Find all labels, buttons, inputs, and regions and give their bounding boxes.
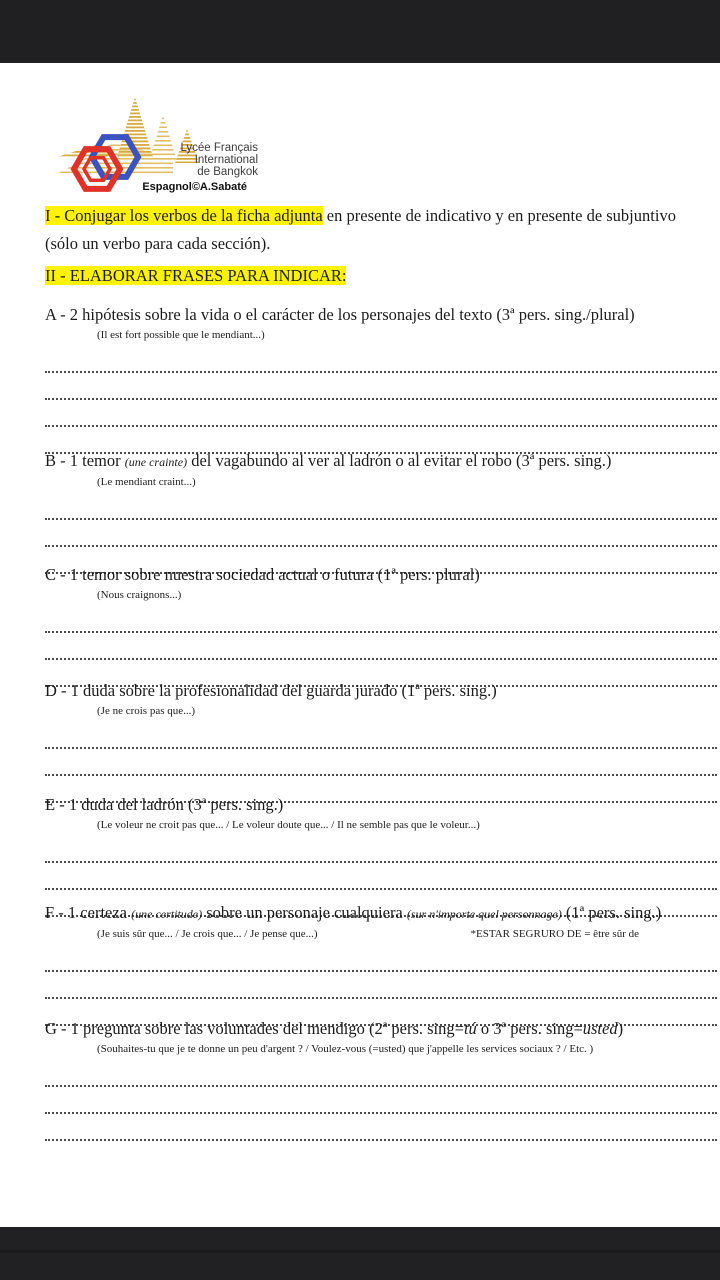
letterbox-bottom-bar xyxy=(0,1227,720,1280)
bottom-bar-seam xyxy=(0,1250,720,1253)
section-g-title: G - 1 pregunta sobre las voluntades del mendigo (2ª pers. sing=tú o 3ª pers. sing=usted) xyxy=(45,1019,624,1038)
answer-line xyxy=(45,520,717,547)
section-c-answer-lines xyxy=(45,606,717,687)
section-f-hint: (Je suis sûr que... / Je crois que... / Je pense que...) xyxy=(97,928,318,940)
section-f-answer-lines xyxy=(45,945,717,1026)
answer-line xyxy=(45,836,717,863)
answer-line xyxy=(45,633,717,660)
section-a-hint: (Il est fort possible que le mendiant...) xyxy=(97,329,265,341)
answer-line xyxy=(45,373,717,400)
section-g-hint: (Souhaites-tu que je te donne un peu d'argent ? / Voulez-vous (=usted) que j'appelle les services sociaux ? / Etc. ) xyxy=(97,1043,594,1055)
section-g-answer-lines xyxy=(45,1060,717,1141)
section-d-title: D - 1 duda sobre la profesionalidad del guarda jurado (1ª pers. sing.) xyxy=(45,681,497,700)
section-d xyxy=(45,679,717,803)
instruction-part1 xyxy=(45,202,705,258)
section-c-hint: (Nous craignons...) xyxy=(97,589,182,601)
answer-line xyxy=(45,606,717,633)
section-b-title: B - 1 temor (une crainte) del vagabundo al ver al ladrón o al evitar el robo (3ª pers. sing.) xyxy=(45,451,612,470)
section-f-title: F - 1 certeza (une certitude) sobre un personaje cualquiera (sur n'importe quel personnage) (1ª pers. sing.) xyxy=(45,903,662,922)
section-e-hint: (Le voleur ne croit pas que... / Le voleur doute que... / Il ne semble pas que le voleur...) xyxy=(97,819,480,831)
answer-line xyxy=(45,945,717,972)
section-b-hint: (Le mendiant craint...) xyxy=(97,476,196,488)
section-d-hint: (Je ne crois pas que...) xyxy=(97,705,196,717)
answer-line xyxy=(45,1114,717,1141)
document-page xyxy=(0,63,720,1227)
answer-line xyxy=(45,493,717,520)
section-a-answer-lines xyxy=(45,346,717,454)
answer-line xyxy=(45,346,717,373)
answer-line xyxy=(45,749,717,776)
logo-school-name-line1: Lycée Français xyxy=(180,142,258,154)
logo-school-name-line2: International xyxy=(194,154,258,166)
section-b-answer-lines xyxy=(45,493,717,574)
section-c-title: C - 1 temor sobre nuestra sociedad actual o futura (1ª pers. plural) xyxy=(45,565,480,584)
logo-subject-author: Espagnol©A.Sabaté xyxy=(142,181,247,193)
section-f xyxy=(45,901,717,1026)
instruction-part1-line2: (sólo un verbo para cada sección). xyxy=(45,234,271,253)
answer-line xyxy=(45,972,717,999)
section-c xyxy=(45,563,717,687)
section-d-answer-lines xyxy=(45,722,717,803)
logo-school-name-line3: de Bangkok xyxy=(197,166,258,178)
section-a-title: A - 2 hipótesis sobre la vida o el carácter de los personajes del texto (3ª pers. sing./plural) xyxy=(45,305,635,324)
instruction-part1-highlight: I - Conjugar los verbos de la ficha adjunta xyxy=(45,206,323,225)
instruction-part1-rest: en presente de indicativo y en presente de subjuntivo xyxy=(322,206,676,225)
answer-line xyxy=(45,1087,717,1114)
answer-line xyxy=(45,722,717,749)
answer-line xyxy=(45,863,717,890)
section-g xyxy=(45,1017,717,1141)
letterbox-top-bar xyxy=(0,0,720,63)
section-f-side-note: *ESTAR SEGRURO DE = être sûr de xyxy=(470,928,639,940)
answer-line xyxy=(45,400,717,427)
instruction-part2-heading: II - ELABORAR FRASES PARA INDICAR: xyxy=(45,266,347,285)
section-e xyxy=(45,793,717,917)
school-logo xyxy=(55,95,270,197)
section-e-title: E - 1 duda del ladrón (3ª pers. sing.) xyxy=(45,795,284,814)
section-b xyxy=(45,449,717,574)
answer-line xyxy=(45,1060,717,1087)
section-a xyxy=(45,303,717,454)
